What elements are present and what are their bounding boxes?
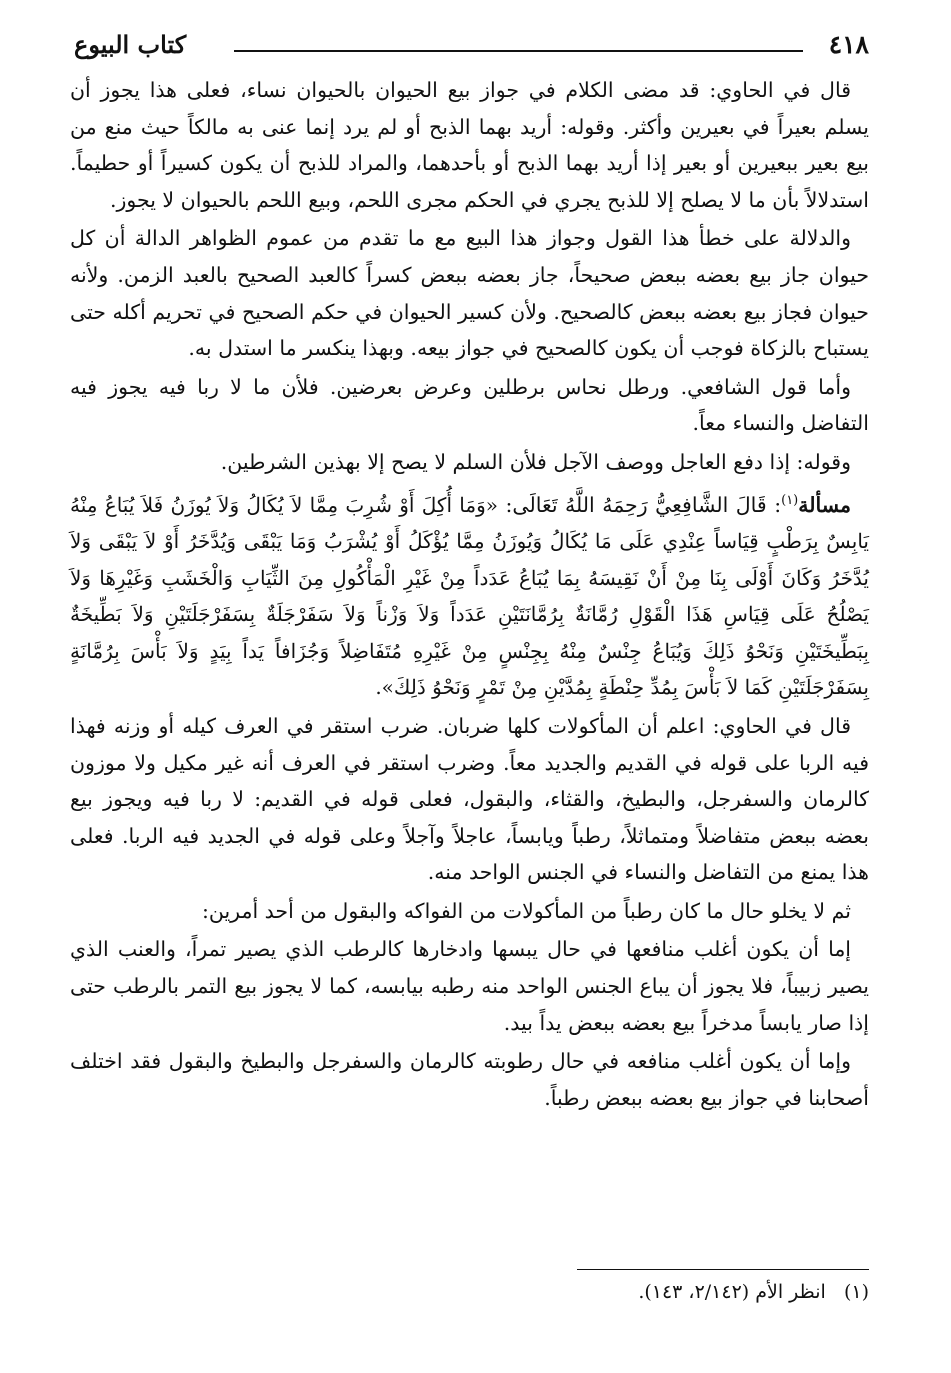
paragraph: قال في الحاوي: اعلم أن المأكولات كلها ضربان. ضرب استقر في العرف كيله أو وزنه فهذا فيه الربا على قوله في القديم والجديد معاً. وضرب استقر في العرف أنه غير مكيل ولا موزون كالرمان والسفرجل، والبطيخ، والقثاء، والبقول، فعلى قوله في القديم: لا ربا فيه ويجوز بيع بعضه ببعض متفاضلاً ومتماثلاً، رطباً ويابساً، عاجلاً وآجلاً وعلى قوله في الجديد فيه الربا. فعلى هذا يمنع من التفاضل والنساء في الجنس الواحد منه. <box>70 713 869 885</box>
paragraph: وإما أن يكون أغلب منافعه في حال رطوبته كالرمان والسفرجل والبطيخ والبقول فقد اختلف أصحابنا في جواز بيع بعضه ببعض رطباً. <box>70 1049 869 1110</box>
footnote-number: (١) <box>843 1281 869 1303</box>
page-header <box>74 26 869 66</box>
page-number: ٤١٨ <box>828 30 869 59</box>
footnote-reference: (١) <box>781 492 799 508</box>
header-rule <box>234 50 803 52</box>
paragraph: إما أن يكون أغلب منافعها في حال يبسها وادخارها كالرطب الذي يصير تمراً، والعنب الذي يصير زبيباً، فلا يجوز أن يباع الجنس الواحد منه رطبه بيابسه، كما لا يجوز بيع التمر بالرطب حتى إذا صار يابساً مدخراً بيع بعضه ببعض يداً بيد. <box>70 937 869 1035</box>
paragraph: قال في الحاوي: قد مضى الكلام في جواز بيع الحيوان بالحيوان نساء، فعلى هذا يجوز أن يسلم بعيراً في بعيرين وأكثر. وقوله: أريد بهما الذبح أو لم يرد إنما عنى به مالكاً حيث منع من بيع بعير ببعيرين أو بعير إذا أريد بهما الذبح أو بأحدهما، والمراد للذبح أن يكون كسيراً أو حطيماً. استدلالاً بأن ما لا يصلح إلا للذبح يجري في الحكم مجرى اللحم، وبيع اللحم بالحيوان لا يجوز. <box>70 78 869 212</box>
shafii-quote: «وَمَا أُكِلَ أَوْ شُرِبَ مِمَّا لاَ يُكَالُ وَلاَ يُوزَنُ فَلاَ يُبَاعُ مِنْهُ يَابِسٌ بِرَطْبٍ قِيَاساً عِنْدِي عَلَى مَا يُكَالُ وَيُوزَنُ مِمَّا يُؤْكَلُ أَوْ يُشْرَبُ وَمَا يَبْقَى وَيُدَّخَرُ أَوْ لاَ يَبْقَى وَلاَ يُدَّخَرُ وَكَانَ أَوْلَى بِنَا مِنْ أَنْ نَقِيسَهُ بِمَا يُبَاعُ عَدَداً مِنْ غَيْرِ الْمَأْكُولِ مِنَ الثِّيَابِ وَالْخَشَبِ وَغَيْرِهَا وَلاَ يَصْلُحُ عَلَى قِيَاسِ هَذَا الْقَوْلِ رُمَّانَةٌ بِرُمَّانَتَيْنِ عَدَداً وَلاَ وَزْناً وَلاَ سَفَرْجَلَةٌ بِسَفَرْجَلَتَيْنِ وَلاَ بَطِّيخَةٌ بِبَطِّيخَتَيْنِ وَنَحْوُ ذَلِكَ وَيُبَاعُ جِنْسٌ مِنْهُ بِجِنْسٍ مِنْ غَيْرِهِ مُتَفَاضِلاً وَجُزَافاً يَداً بِيَدٍ وَلاَ بَأْسَ بِرُمَّانَةٍ بِسَفَرْجَلَتَيْنِ كَمَا لاَ بَأْسَ بِمُدِّ حِنْطَةٍ بِمُدَّيْنِ مِنْ تَمْرٍ وَنَحْوُ ذَلِكَ». <box>70 492 869 700</box>
paragraph: وأما قول الشافعي. ورطل نحاس برطلين وعرض بعرضين. فلأن ما لا ربا فيه يجوز فيه التفاضل والنساء معاً. <box>70 374 869 436</box>
paragraph: ثم لا يخلو حال ما كان رطباً من المأكولات من الفواكه والبقول من أحد أمرين: <box>201 898 851 923</box>
footnote-text: انظر الأم (٢/١٤٢، ١٤٣). <box>638 1281 826 1303</box>
masala-heading: مسألة <box>798 492 852 517</box>
paragraph: وقوله: إذا دفع العاجل ووصف الآجل فلأن السلم لا يصح إلا بهذين الشرطين. <box>220 449 851 474</box>
paragraph: والدلالة على خطأ هذا القول وجواز هذا البيع مع ما تقدم من عموم الظواهر الدالة أن كل حيوان جاز بيع بعضه ببعض صحيحاً، جاز بعضه ببعض كسراً كالعبد الصحيح بالعبد الزمن. ولأنه حيوان فجاز بيع بعضه ببعض كالصحيح. ولأن كسير الحيوان في حكم الصحيح في تحريم أكله حتى يستباح بالزكاة فوجب أن يكون كالصحيح في جواز بيعه. وبهذا ينكسر ما استدل به. <box>70 226 869 361</box>
masala-intro: : قَالَ الشَّافِعِيُّ رَحِمَهُ اللَّهُ تَعَالَى: <box>498 492 782 517</box>
page-body <box>70 72 869 1116</box>
footnote-separator <box>577 1269 869 1270</box>
book-title: كتاب البيوع <box>74 30 187 59</box>
footnote <box>74 1276 869 1308</box>
masala-paragraph <box>70 483 869 706</box>
